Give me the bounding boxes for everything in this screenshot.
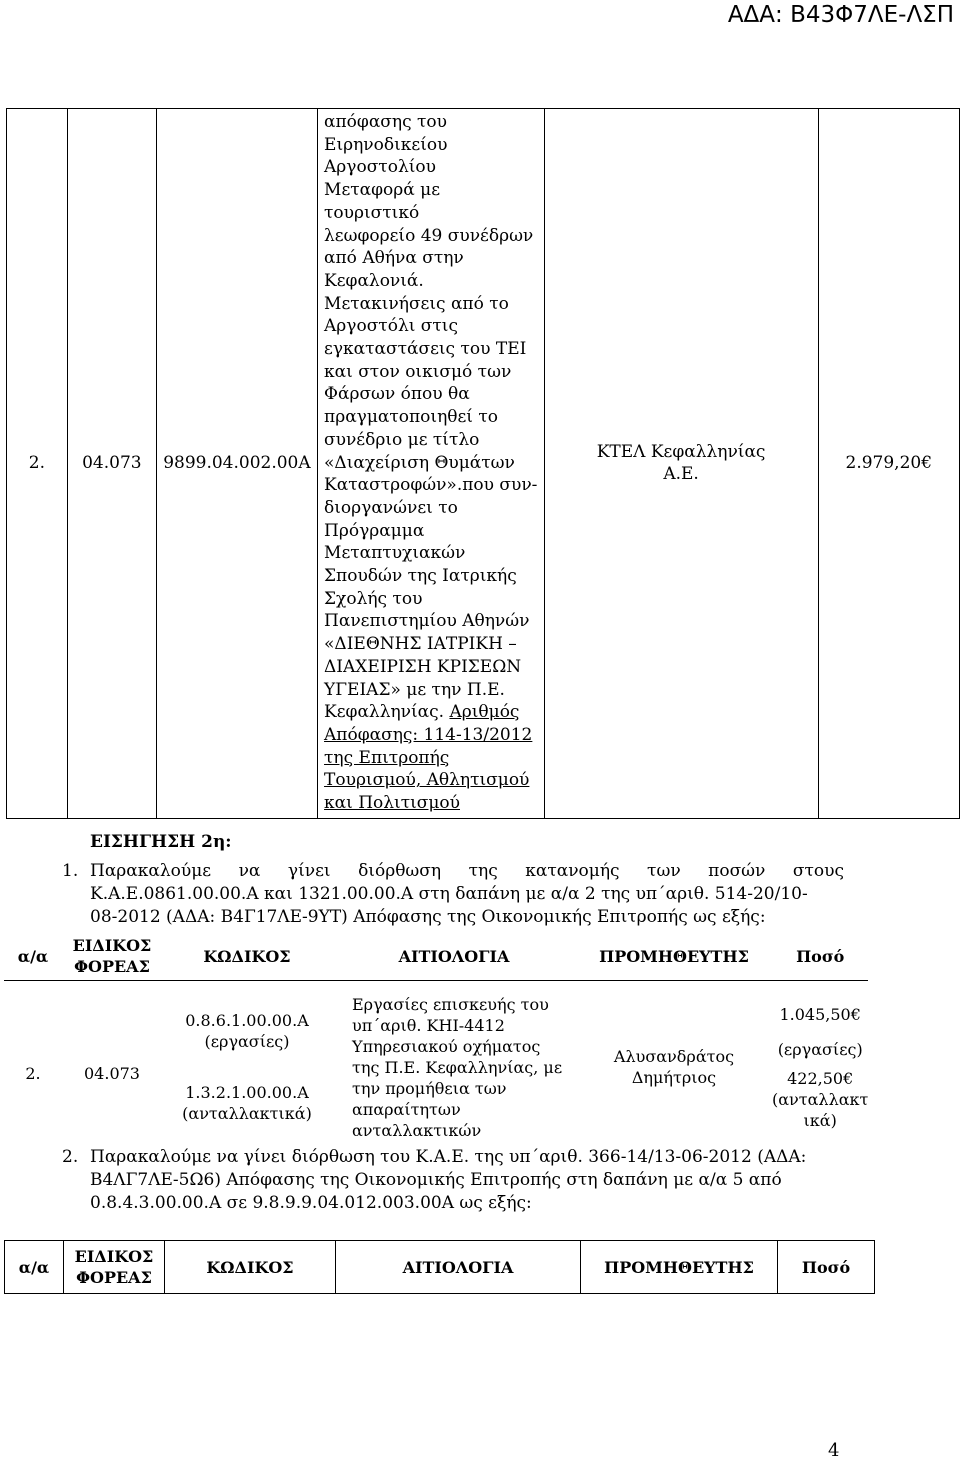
cell-aitiologia — [332, 981, 576, 1154]
promitheutis-line: Δημήτριος — [631, 1068, 717, 1087]
cell-description — [318, 109, 545, 819]
cell-supplier: ΚΤΕΛ Κεφαλληνίας Α.Ε. — [544, 109, 818, 819]
cell-foreas: 04.073 — [84, 1063, 140, 1083]
desc-line: «Διαχείριση Θυμάτων — [324, 452, 515, 473]
ada-header: ΑΔΑ: Β43Φ7ΛΕ-ΛΣΠ — [727, 2, 954, 28]
cell-promitheutis — [576, 981, 772, 1154]
desc-line: Μεταπτυχιακών — [324, 543, 466, 564]
desc-underlined-line: Απόφασης: 114-13/2012 — [324, 724, 533, 745]
cell-foreas: 04.073 — [67, 109, 156, 819]
desc-line: συνέδριο με τίτλο — [324, 429, 480, 450]
aitiologia-line: της Π.Ε. Κεφαλληνίας, με — [352, 1057, 563, 1077]
aitiologia-line: Υπηρεσιακού οχήματος — [352, 1036, 541, 1056]
header-foreas-line: ΕΙΔΙΚΟΣ — [72, 936, 152, 955]
cell-aa: 2. — [25, 1063, 41, 1083]
desc-line: και στον οικισμό των — [324, 361, 512, 382]
expense-table-top — [6, 108, 960, 819]
correction-table-1 — [4, 932, 868, 1153]
aitiologia-line: ανταλλακτικών — [352, 1120, 482, 1140]
poso-1: 1.045,50€ — [779, 1004, 861, 1024]
header-promitheutis: ΠΡΟΜΗΘΕΥΤΗΣ — [576, 932, 772, 981]
table-row — [4, 981, 868, 1154]
desc-line: ΥΓΕΙΑΣ» με την Π.Ε. — [324, 679, 505, 700]
kodikos-2: 1.3.2.1.00.00.Α — [185, 1083, 309, 1102]
header-kodikos: ΚΩΔΙΚΟΣ — [165, 1241, 336, 1294]
para-number: 1. — [62, 861, 79, 881]
header-aa: α/α — [5, 1241, 64, 1294]
page-number: 4 — [828, 1440, 840, 1461]
section-heading: ΕΙΣΗΓΗΣΗ 2η: — [90, 832, 232, 852]
header-aa: α/α — [4, 932, 62, 981]
header-foreas — [64, 1241, 165, 1294]
desc-line: Αργοστολίου — [324, 157, 436, 178]
desc-line: Πρόγραμμα — [324, 520, 425, 541]
header-aitiologia: ΑΙΤΙΟΛΟΓΙΑ — [336, 1241, 581, 1294]
desc-line: Πανεπιστημίου Αθηνών — [324, 611, 530, 632]
desc-line: Μεταφορά με τουριστικό — [324, 180, 441, 223]
desc-line: Μετακινήσεις από το — [324, 293, 509, 314]
para-number: 2. — [62, 1147, 79, 1167]
cell-amount: 2.979,20€ — [818, 109, 959, 819]
desc-line: πραγματοποιηθεί το — [324, 407, 499, 428]
aitiologia-line: την προμήθεια των — [352, 1078, 507, 1098]
desc-line: Κεφαλονιά. — [324, 270, 424, 291]
header-foreas-line: ΦΟΡΕΑΣ — [74, 957, 150, 976]
para-line: Β4ΛΓ7ΛΕ-5Ω6) Απόφασης της Οικονομικής Επιτροπής στη δαπάνη με α/α 5 από — [90, 1170, 782, 1190]
aitiologia-line: απαραίτητων — [352, 1099, 461, 1119]
desc-text: Κεφαλληνίας. — [324, 702, 445, 723]
promitheutis-line: Αλυσανδράτος — [613, 1047, 735, 1066]
desc-line: διοργανώνει το — [324, 497, 458, 518]
para-line: Παρακαλούμε να γίνει διόρθωση της κατανομής των ποσών στους — [90, 861, 844, 881]
desc-line: εγκαταστάσεις του ΤΕΙ — [324, 339, 527, 360]
cell-poso — [772, 981, 868, 1154]
desc-line: Αργοστόλι στις — [324, 316, 458, 337]
desc-line: από Αθήνα στην — [324, 248, 464, 269]
header-foreas — [62, 932, 162, 981]
kodikos-1-note: (εργασίες) — [204, 1032, 290, 1051]
cell-kodikos — [162, 981, 332, 1154]
header-foreas-line: ΦΟΡΕΑΣ — [76, 1268, 152, 1287]
poso-2-note: ικά) — [803, 1110, 837, 1130]
desc-line: «ΔΙΕΘΝΗΣ ΙΑΤΡΙΚΗ – — [324, 634, 517, 655]
desc-underlined-word: Αριθμός — [449, 702, 520, 723]
header-promitheutis: ΠΡΟΜΗΘΕΥΤΗΣ — [581, 1241, 778, 1294]
header-kodikos: ΚΩΔΙΚΟΣ — [162, 932, 332, 981]
table-header-row — [5, 1241, 875, 1294]
poso-2-note: (ανταλλακτ — [772, 1089, 869, 1109]
desc-line: Σχολής του — [324, 588, 423, 609]
desc-line: Σπουδών της Ιατρικής — [324, 566, 517, 587]
para-line: 08-2012 (ΑΔΑ: Β4Γ17ΛΕ-9ΥΤ) Απόφασης της Οικονομικής Επιτροπής ως εξής: — [90, 907, 766, 927]
para-line: Παρακαλούμε να γίνει διόρθωση του Κ.Α.Ε. της υπ΄αριθ. 366-14/13-06-2012 (ΑΔΑ: — [90, 1147, 807, 1167]
para-line: Κ.Α.Ε.0861.00.00.Α και 1321.00.00.Α στη δαπάνη με α/α 2 της υπ΄αριθ. 514-20/10- — [90, 884, 808, 904]
desc-underlined-line: Τουρισμού, Αθλητισμού — [324, 770, 530, 791]
poso-2: 422,50€ — [787, 1068, 854, 1088]
aitiologia-line: Εργασίες επισκευής του — [352, 994, 549, 1014]
header-poso: Ποσό — [778, 1241, 875, 1294]
kodikos-2-note: (ανταλλακτικά) — [182, 1104, 312, 1123]
desc-line: απόφασης του — [324, 112, 447, 132]
desc-line-mixed — [324, 701, 540, 724]
header-foreas-line: ΕΙΔΙΚΟΣ — [74, 1247, 154, 1266]
aitiologia-line: υπ΄αριθ. ΚΗΙ-4412 — [352, 1015, 505, 1035]
desc-underlined-line: και Πολιτισμού — [324, 793, 460, 814]
desc-line: Καταστροφών».που συν- — [324, 475, 538, 496]
poso-1-note: (εργασίες) — [777, 1039, 863, 1059]
table-row — [7, 109, 960, 819]
correction-table-2 — [4, 1240, 875, 1294]
kodikos-1: 0.8.6.1.00.00.Α — [185, 1011, 309, 1030]
table-header-row — [4, 932, 868, 981]
cell-aa: 2. — [7, 109, 68, 819]
desc-line: Φάρσων όπου θα — [324, 384, 470, 405]
para-line: 0.8.4.3.00.00.Α σε 9.8.9.9.04.012.003.00Α ως εξής: — [90, 1193, 532, 1213]
desc-line: Ειρηνοδικείου — [324, 134, 448, 155]
cell-kodikos: 9899.04.002.00Α — [156, 109, 317, 819]
desc-line: ΔΙΑΧΕΙΡΙΣΗ ΚΡΙΣΕΩΝ — [324, 656, 522, 677]
header-poso: Ποσό — [772, 932, 868, 981]
header-aitiologia: ΑΙΤΙΟΛΟΓΙΑ — [332, 932, 576, 981]
desc-line: λεωφορείο 49 συνέδρων — [324, 225, 534, 246]
desc-underlined-line: της Επιτροπής — [324, 747, 450, 768]
